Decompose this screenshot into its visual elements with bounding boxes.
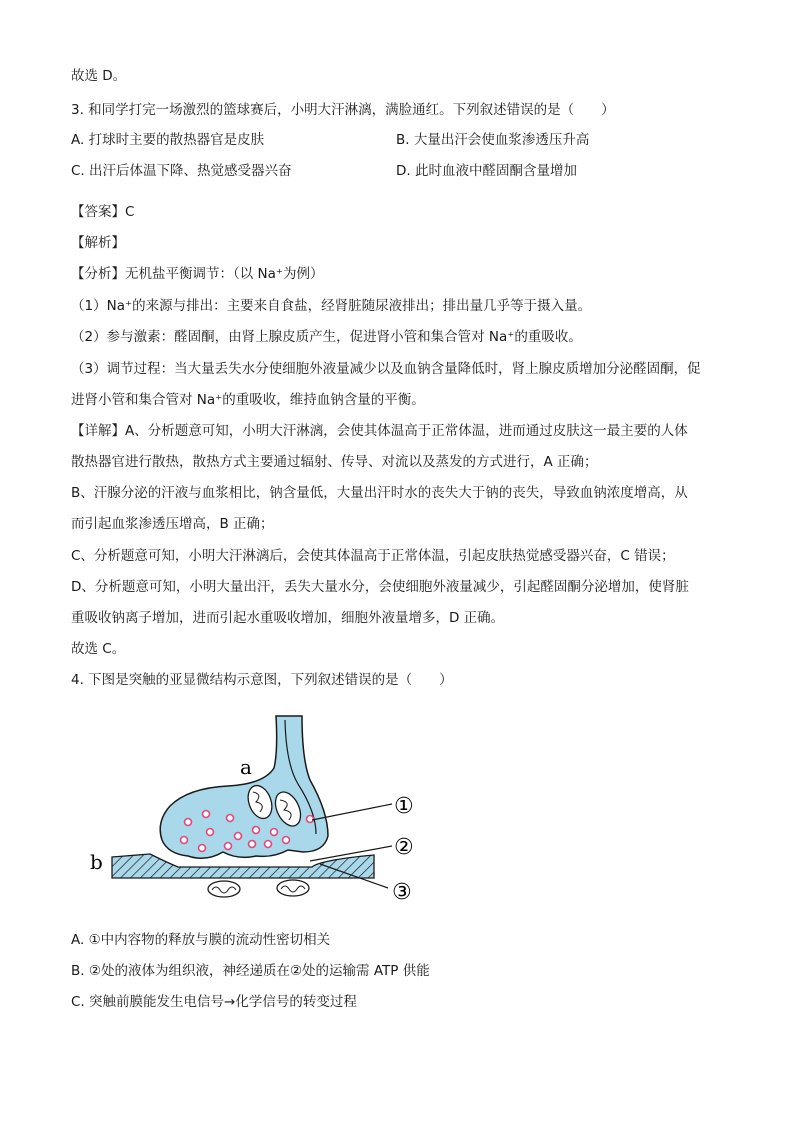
option-a: A. ①中内容物的释放与膜的流动性密切相关 [71,932,331,948]
option-b: B. 大量出汗会使血浆渗透压升高 [396,132,590,148]
option-b: B. ②处的液体为组织液，神经递质在②处的运输需 ATP 供能 [71,963,430,979]
text-line: D、分析题意可知，小明大量出汗，丢失大量水分，会使细胞外液量减少，引起醛固酮分泌增加，使肾脏 [71,579,689,595]
synapse-diagram [88,712,428,912]
text-line: 散热器官进行散热，散热方式主要通过辐射、传导、对流以及蒸发的方式进行，A 正确； [71,454,598,470]
label-2: ② [394,835,414,860]
text-line: 故选 D。 [71,68,127,84]
text-line: 【详解】A、分析题意可知，小明大汗淋漓，会使其体温高于正常体温，进而通过皮肤这一最主要的人体 [71,423,688,439]
label-1: ① [394,794,414,819]
option-d: D. 此时血液中醛固酮含量增加 [396,163,577,179]
text-line: C、分析题意可知，小明大汗淋漓后，会使其体温高于正常体温，引起皮肤热觉感受器兴奋，C 错误； [71,548,675,564]
option-a: A. 打球时主要的散热器官是皮肤 [71,132,265,148]
text-line: B、汗腺分泌的汗液与血浆相比，钠含量低，大量出汗时水的丧失大于钠的丧失，导致血钠浓度增高，从 [71,485,688,501]
text-line: （2）参与激素：醛固酮，由肾上腺皮质产生，促进肾小管和集合管对 Na⁺的重吸收。 [71,329,582,345]
text-line: 进肾小管和集合管对 Na⁺的重吸收，维持血钠含量的平衡。 [71,392,425,408]
mitochondrion-icon [277,880,309,896]
question-4-stem: 4. 下图是突触的亚显微结构示意图，下列叙述错误的是（ ） [71,672,453,688]
text-line: 而引起血浆渗透压增高，B 正确； [71,516,274,532]
label-3: ③ [392,880,412,905]
text-line: 重吸收钠离子增加，进而引起水重吸收增加，细胞外液量增多，D 正确。 [71,610,505,626]
option-c: C. 出汗后体温下降、热觉感受器兴奋 [71,163,292,179]
mitochondrion-icon [208,881,240,897]
option-c: C. 突触前膜能发生电信号→化学信号的转变过程 [71,994,357,1010]
text-line: （3）调节过程：当大量丢失水分使细胞外液量减少以及血钠含量降低时，肾上腺皮质增加分泌醛固酮，促 [71,361,701,377]
label-a: a [240,755,252,779]
analysis-label: 【解析】 [71,235,125,251]
fenxi-line: 【分析】无机盐平衡调节：（以 Na⁺为例） [71,266,324,282]
question-3-stem: 3. 和同学打完一场激烈的篮球赛后，小明大汗淋漓，满脸通红。下列叙述错误的是（ ） [71,102,615,118]
answer-label: 【答案】C [71,204,135,220]
text-line: 故选 C。 [71,641,126,657]
label-b: b [90,850,103,874]
text-line: （1）Na⁺的来源与排出：主要来自食盐，经肾脏随尿液排出；排出量几乎等于摄入量。 [71,298,592,314]
